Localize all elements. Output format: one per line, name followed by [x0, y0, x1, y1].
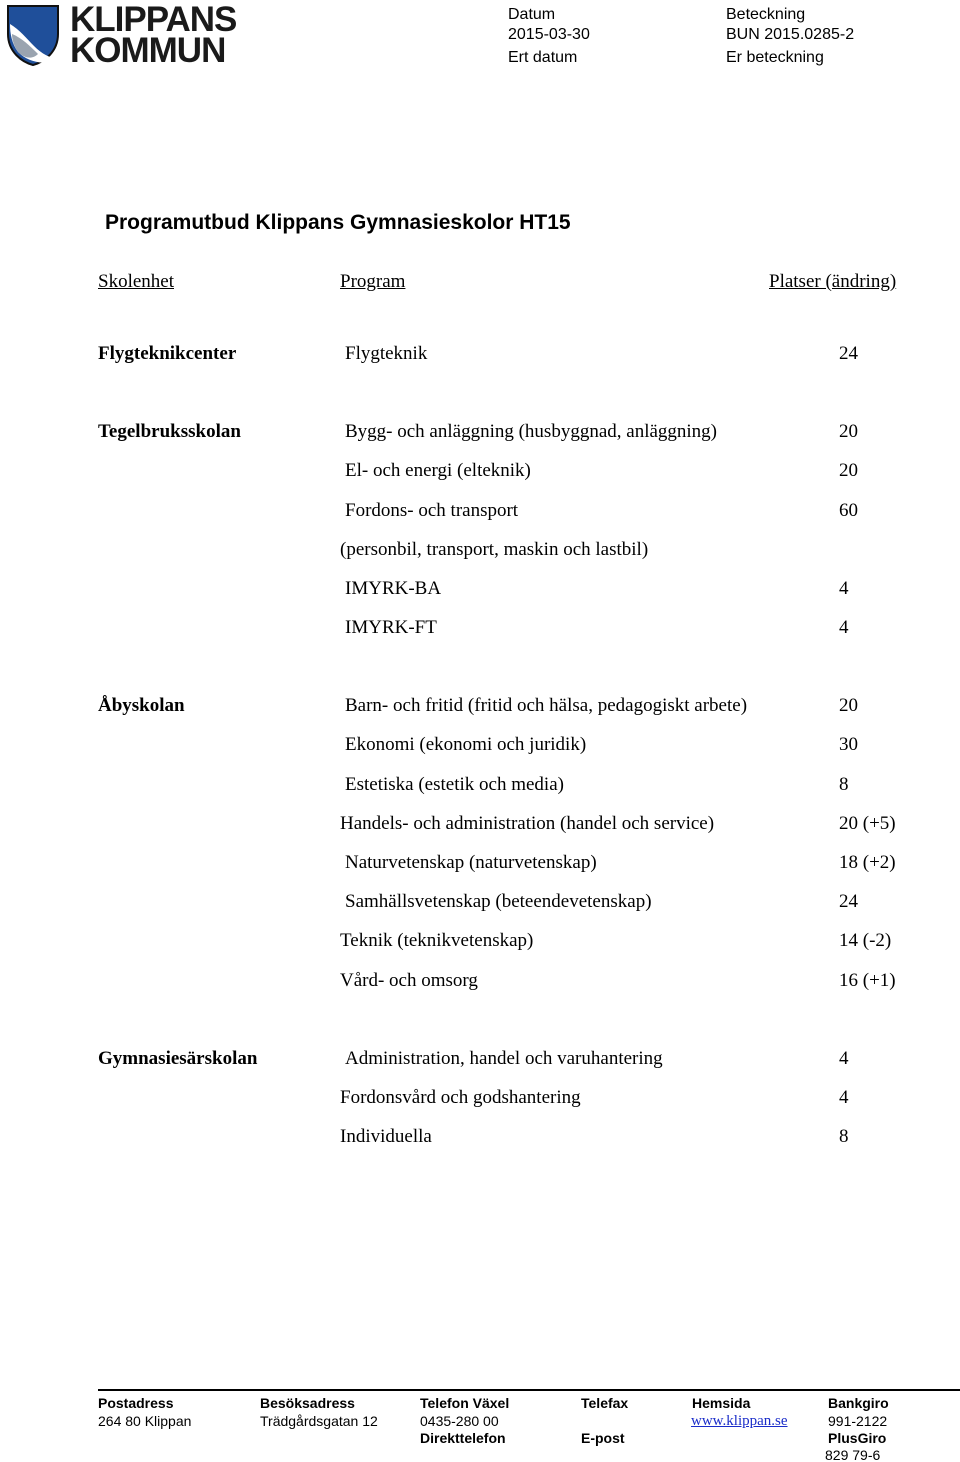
program-name: Vård- och omsorg [340, 970, 478, 991]
seats-value: 20 [839, 460, 858, 481]
seats-value: 24 [839, 891, 858, 912]
program-name: Fordons- och transport [345, 500, 519, 521]
school-name: Tegelbruksskolan [98, 421, 241, 442]
seats-value: 4 [839, 1087, 849, 1108]
telefax-label: Telefax [581, 1395, 629, 1411]
postadress-value: 264 80 Klippan [98, 1413, 192, 1429]
seats-value: 16 (+1) [839, 970, 896, 991]
beteckning-block [726, 5, 854, 68]
program-name: Fordonsvård och godshantering [340, 1087, 581, 1108]
seats-value: 8 [839, 774, 849, 795]
seats-value: 30 [839, 734, 858, 755]
seats-value: 18 (+2) [839, 852, 896, 873]
logo-text-line1: KLIPPANS [70, 0, 237, 39]
logo-text-line2: KOMMUN [70, 31, 226, 70]
plusgiro-value: 829 79-6 [825, 1447, 881, 1462]
school-name: Åbyskolan [98, 695, 185, 716]
postadress-label: Postadress [98, 1395, 174, 1411]
ert-datum-label: Ert datum [508, 49, 578, 66]
datum-block [508, 5, 590, 68]
program-name: IMYRK-FT [345, 617, 437, 638]
seats-value: 60 [839, 500, 858, 521]
program-name: Flygteknik [345, 343, 428, 364]
datum-value: 2015-03-30 [508, 26, 590, 43]
direkttelefon-label: Direkttelefon [420, 1430, 506, 1446]
seats-value: 4 [839, 617, 849, 638]
hemsida-label: Hemsida [692, 1395, 751, 1411]
program-name: IMYRK-BA [345, 578, 442, 599]
klippans-kommun-logo [4, 0, 237, 70]
seats-value: 20 [839, 695, 858, 716]
program-name: Barn- och fritid (fritid och hälsa, pedagogiskt arbete) [345, 695, 748, 716]
page-title: Programutbud Klippans Gymnasieskolor HT15 [105, 211, 571, 234]
er-beteckning-label: Er beteckning [726, 49, 824, 66]
plusgiro-label: PlusGiro [828, 1430, 887, 1446]
seats-value: 14 (-2) [839, 930, 892, 951]
coat-of-arms-icon [4, 4, 62, 66]
column-header-platser: Platser (ändring) [769, 271, 897, 292]
column-header-skolenhet: Skolenhet [98, 271, 174, 292]
telefon-vaxel-label: Telefon Växel [420, 1395, 510, 1411]
seats-value: 24 [839, 343, 858, 364]
besoksadress-label: Besöksadress [260, 1395, 355, 1411]
program-name: Handels- och administration (handel och service) [340, 813, 715, 834]
program-name: Administration, handel och varuhantering [345, 1048, 663, 1069]
seats-value: 8 [839, 1126, 849, 1147]
beteckning-label: Beteckning [726, 6, 806, 23]
column-header-program: Program [340, 271, 406, 292]
bankgiro-label: Bankgiro [828, 1395, 889, 1411]
seats-value: 4 [839, 578, 849, 599]
program-name: (personbil, transport, maskin och lastbil) [340, 539, 649, 560]
school-name: Gymnasiesärskolan [98, 1048, 258, 1069]
program-name: Bygg- och anläggning (husbyggnad, anläggning) [345, 421, 718, 442]
hemsida-link[interactable]: www.klippan.se [691, 1413, 788, 1429]
program-name: Estetiska (estetik och media) [345, 774, 564, 795]
telefon-vaxel-value: 0435-280 00 [420, 1413, 499, 1429]
seats-value: 20 [839, 421, 858, 442]
footer-divider [98, 1389, 960, 1391]
program-name: Individuella [340, 1126, 432, 1147]
epost-label: E-post [581, 1430, 625, 1446]
school-name: Flygteknikcenter [98, 343, 237, 364]
program-name: Teknik (teknikvetenskap) [340, 930, 534, 951]
bankgiro-value: 991-2122 [828, 1413, 888, 1429]
program-name: Ekonomi (ekonomi och juridik) [345, 734, 587, 755]
program-name: El- och energi (elteknik) [345, 460, 531, 481]
beteckning-value: BUN 2015.0285-2 [726, 26, 855, 43]
seats-value: 20 (+5) [839, 813, 896, 834]
program-name: Naturvetenskap (naturvetenskap) [345, 852, 597, 873]
program-name: Samhällsvetenskap (beteendevetenskap) [345, 891, 652, 912]
seats-value: 4 [839, 1048, 849, 1069]
datum-label: Datum [508, 6, 556, 23]
besoksadress-value: Trädgårdsgatan 12 [260, 1413, 378, 1429]
